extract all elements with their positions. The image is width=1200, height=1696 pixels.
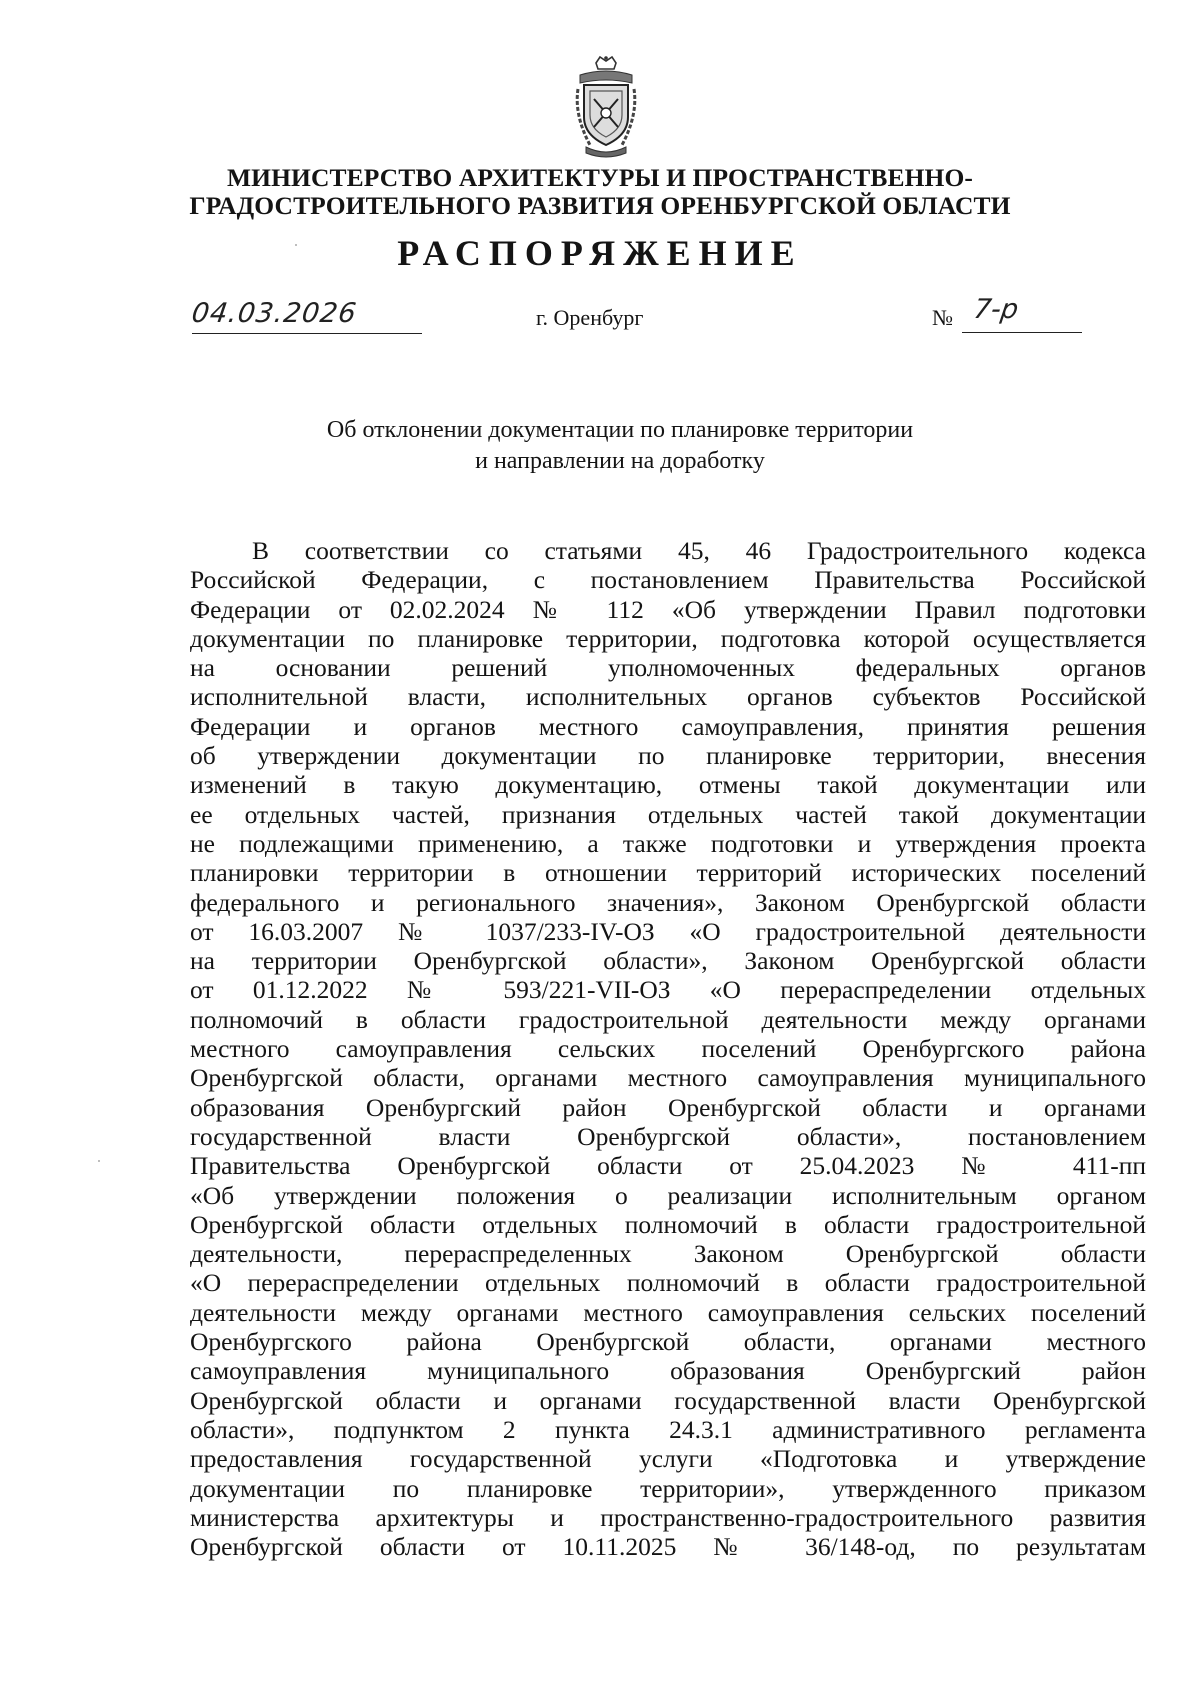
body-line: от 16.03.2007 № 1037/233-IV-ОЗ «О градостроительной деятельности [190, 916, 1146, 946]
body-line: документации по планировке территории», утвержденного приказом [190, 1473, 1146, 1503]
body-line: министерства архитектуры и пространственно-градостроительного развития [190, 1502, 1146, 1532]
body-line: Оренбургского района Оренбургской области, органами местного [190, 1327, 1146, 1357]
body-line: Оренбургской области и органами государственной власти Оренбургской [190, 1385, 1146, 1415]
body-line: исполнительной власти, исполнительных органов субъектов Российской [190, 682, 1146, 712]
document-number: 7-р [971, 294, 1021, 325]
body-line: деятельности, перераспределенных Законом Оренбургской области [190, 1239, 1146, 1269]
date-underline [192, 333, 422, 334]
body-line: Оренбургской области от 10.11.2025 № 36/148-од, по результатам [190, 1532, 1146, 1562]
body-line: Федерации и органов местного самоуправления, принятия решения [190, 711, 1146, 741]
body-line: от 01.12.2022 № 593/221-VII-ОЗ «О перераспределении отдельных [190, 975, 1146, 1005]
body-line: «О перераспределении отдельных полномочий в области градостроительной [190, 1268, 1146, 1298]
ministry-name-line1: МИНИСТЕРСТВО АРХИТЕКТУРЫ И ПРОСТРАНСТВЕННО- [227, 163, 973, 192]
scan-speck [98, 1160, 100, 1162]
body-line: полномочий в области градостроительной деятельности между органами [190, 1004, 1146, 1034]
document-city: г. Оренбург [536, 305, 644, 330]
number-sign: № [932, 305, 953, 330]
body-line: Правительства Оренбургской области от 25.04.2023 № 411-пп [190, 1151, 1146, 1181]
body-line: Оренбургской области, органами местного самоуправления муниципального [190, 1063, 1146, 1093]
body-line: деятельности между органами местного самоуправления сельских поселений [190, 1297, 1146, 1327]
body-line: государственной власти Оренбургской области», постановлением [190, 1121, 1146, 1151]
body-line: федерального и регионального значения», Законом Оренбургской области [190, 887, 1146, 917]
body-line: не подлежащими применению, а также подготовки и утверждения проекта [190, 828, 1146, 858]
body-line: местного самоуправления сельских поселений Оренбургского района [190, 1034, 1146, 1064]
body-line: об утверждении документации по планировке территории, внесения [190, 741, 1146, 771]
body-line: образования Оренбургский район Оренбургской области и органами [190, 1092, 1146, 1122]
body-line: планировки территории в отношении территорий исторических поселений [190, 858, 1146, 888]
document-subject-line2: и направлении на доработку [475, 448, 765, 474]
number-underline [962, 332, 1082, 333]
body-line: «Об утверждении положения о реализации исполнительным органом [190, 1180, 1146, 1210]
body-line: самоуправления муниципального образования Оренбургский район [190, 1356, 1146, 1386]
document-body [190, 536, 1146, 1561]
body-line: ее отдельных частей, признания отдельных частей такой документации [190, 799, 1146, 829]
body-line: области», подпунктом 2 пункта 24.3.1 административного регламента [190, 1414, 1146, 1444]
body-line: Федерации от 02.02.2024 № 112 «Об утверждении Правил подготовки [190, 594, 1146, 624]
document-subject-line1: Об отклонении документации по планировке территории [326, 417, 914, 443]
body-line: предоставления государственной услуги «Подготовка и утверждение [190, 1444, 1146, 1474]
body-line: В соответствии со статьями 45, 46 Градостроительного кодекса [252, 536, 1146, 565]
scan-speck [295, 244, 297, 246]
body-line: Российской Федерации, с постановлением Правительства Российской [190, 565, 1146, 595]
body-line: документации по планировке территории, подготовка которой осуществляется [190, 623, 1146, 653]
body-line: на основании решений уполномоченных федеральных органов [190, 653, 1146, 683]
document-date: 04.03.2026 [189, 298, 359, 329]
body-line: изменений в такую документацию, отмены такой документации или [190, 770, 1146, 800]
body-line: Оренбургской области отдельных полномочий в области градостроительной [190, 1209, 1146, 1239]
ministry-name-line2: ГРАДОСТРОИТЕЛЬНОГО РАЗВИТИЯ ОРЕНБУРГСКОЙ ОБЛАСТИ [189, 191, 1011, 220]
coat-of-arms-icon [570, 55, 642, 159]
body-line: на территории Оренбургской области», Законом Оренбургской области [190, 946, 1146, 976]
document-type-title: РАСПОРЯЖЕНИЕ [397, 233, 803, 273]
